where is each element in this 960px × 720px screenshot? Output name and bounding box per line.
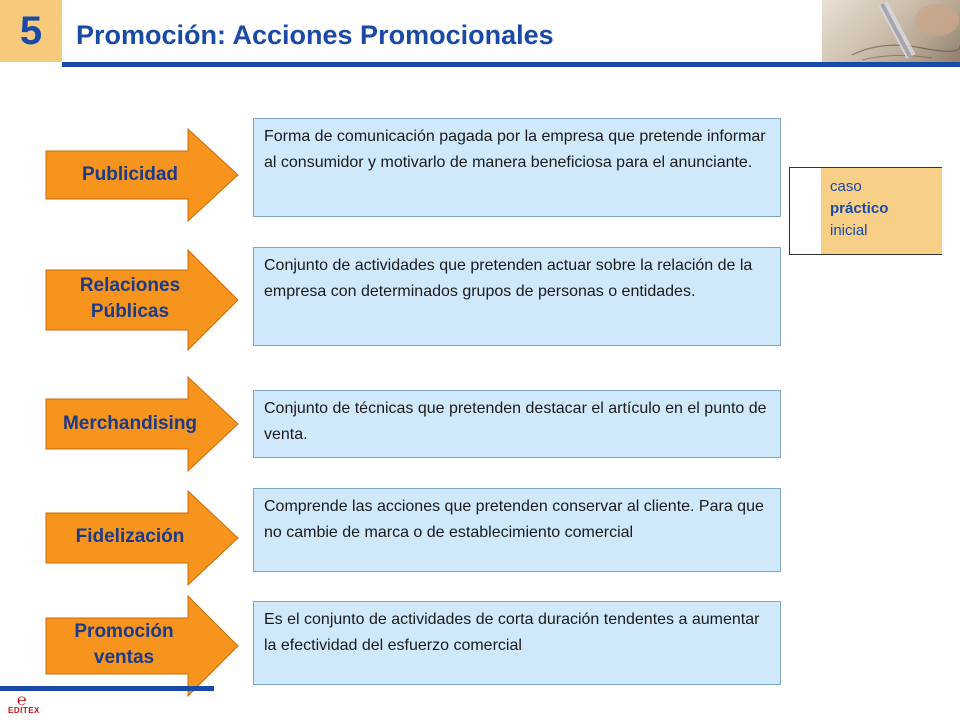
editex-logo-icon: ℮: [17, 692, 27, 709]
case-study-line-2: práctico: [830, 200, 889, 217]
description-promocion-ventas: Es el conjunto de actividades de corta duración tendentes a aumentar la efectividad del esfuerzo comercial: [253, 601, 781, 685]
editex-logo: [8, 692, 48, 718]
chapter-number: 5: [19, 8, 43, 53]
chapter-badge: [0, 0, 62, 62]
description-merchandising: Conjunto de técnicas que pretenden destacar el artículo en el punto de venta.: [253, 390, 781, 458]
header-photo: [822, 0, 960, 62]
arrow-label-line-2: ventas: [93, 647, 155, 668]
arrow-fidelizacion: [44, 489, 242, 587]
arrow-merchandising: [44, 375, 242, 473]
arrow-label: Merchandising: [62, 413, 198, 434]
description-publicidad: Forma de comunicación pagada por la empresa que pretende informar al consumidor y motivarlo de manera beneficiosa para el anunciante.: [253, 118, 781, 217]
description-relaciones-publicas: Conjunto de actividades que pretenden actuar sobre la relación de la empresa con determinados grupos de personas o entidades.: [253, 247, 781, 346]
footer-rule: [0, 686, 214, 691]
description-fidelizacion: Comprende las acciones que pretenden conservar al cliente. Para que no cambie de marca o de establecimiento comercial: [253, 488, 781, 572]
editex-logo-text: EDITEX: [8, 706, 40, 715]
case-study-line-3: inicial: [830, 222, 868, 239]
arrow-label-line-2: Públicas: [90, 301, 170, 322]
arrow-label: Fidelización: [75, 526, 185, 547]
arrow-label: Publicidad: [81, 164, 179, 185]
case-study-label[interactable]: [821, 167, 942, 255]
arrow-promocion-ventas: [44, 594, 242, 698]
arrow-publicidad: [44, 127, 242, 223]
arrow-label-line-1: Promoción: [74, 621, 174, 642]
header-rule: [62, 62, 960, 67]
arrow-relaciones-publicas: [44, 248, 242, 354]
case-study-link[interactable]: [789, 167, 942, 255]
arrow-label-line-1: Relaciones: [79, 275, 181, 296]
case-study-line-1: caso: [830, 178, 862, 195]
page-title: Promoción: Acciones Promocionales: [76, 20, 554, 50]
case-study-tab: [789, 167, 821, 255]
